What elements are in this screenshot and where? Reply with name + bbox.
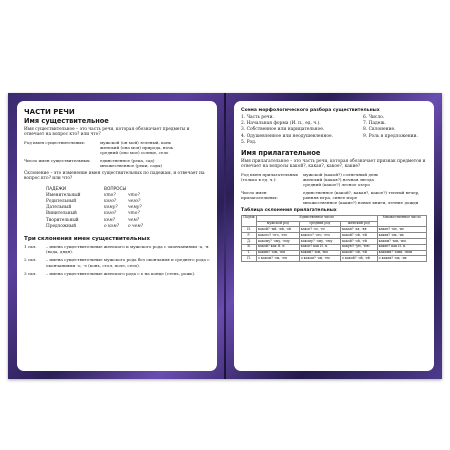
page-title: ЧАСТИ РЕЧИ: [24, 108, 75, 116]
noun-number-label: Число имен существительных:: [24, 157, 91, 163]
noun-definition: Имя существительное – это часть речи, которая обозначает предметы и отвечает на вопрос кто? или что?: [24, 127, 190, 138]
noun-heading: Имя существительное: [24, 117, 109, 125]
table-cell: В.: [242, 244, 257, 250]
cases-header-case: ПАДЕЖИ: [46, 186, 67, 192]
table-cell: какое? как И. п.: [299, 244, 340, 250]
declension-number: 2 скл.: [24, 257, 37, 263]
header-plural: Множественное число: [377, 215, 426, 227]
case-q2: чем?: [128, 217, 140, 223]
declension-number: 3 скл.: [24, 270, 37, 276]
case-q1: кто?: [104, 192, 116, 198]
table-cell: Т.: [242, 250, 257, 256]
adj-number-values: единственное (какой?, какая?, какое?) теплый вечер, ранняя игра, синее море множественное (какие?) новые книги, летние дожди: [303, 189, 420, 205]
cases-table: [46, 187, 210, 230]
case-name: Родительный: [46, 199, 77, 205]
table-cell: каким? -ым, -им: [377, 239, 426, 245]
morph-step: 2. Начальная форма (И. п., ед. ч.).: [241, 121, 321, 127]
morph-col-left: [241, 115, 363, 146]
table-cell: какое? -ое, -ее: [299, 227, 340, 233]
morph-heading: Схема морфологического разбора существительных: [241, 108, 380, 113]
header-neuter: средний род: [299, 221, 340, 227]
table-cell: о каком? -ом, -ем: [299, 256, 340, 262]
table-cell: И.: [242, 227, 257, 233]
case-q1: о ком?: [104, 223, 119, 229]
case-name: Предложный: [46, 223, 77, 229]
table-cell: о каких? -ых, -их: [377, 256, 426, 262]
table-cell: каких? -ых, -их: [377, 233, 426, 239]
header-masculine: мужской род: [257, 221, 300, 227]
table-caption: Таблица склонения прилагательных: [241, 207, 337, 213]
header-singular: Единственное число: [257, 215, 378, 221]
table-cell: Р.: [242, 233, 257, 239]
table-cell: какой? как И. п.: [257, 244, 300, 250]
table-cell: какого? -ого, -его: [257, 233, 300, 239]
right-page: [234, 101, 434, 371]
case-q1: кому?: [104, 205, 118, 211]
declension-text: – имена существительные женского и мужского рода с окончаниями -а, -я (вода, дядя).: [46, 244, 209, 255]
table-cell: Д.: [242, 239, 257, 245]
header-case: Падеж: [242, 215, 257, 227]
table-cell: какой? -ой, -ей: [340, 250, 377, 256]
morph-step: 7. Падеж.: [363, 121, 386, 127]
case-q1: кем?: [104, 217, 115, 223]
noun-gender-label: Род имен существительных:: [24, 139, 86, 145]
case-name: Дательный: [46, 205, 72, 211]
morph-col-right: [363, 115, 427, 146]
adjective-definition: Имя прилагательное – это часть речи, которая обозначает признак предметов и отвечает на вопросы какой?, какая?, какое?, какие?: [241, 159, 426, 170]
table-cell: какие? как И. п.: [377, 244, 426, 250]
table-cell: о какой? -ой, -ей: [340, 256, 377, 262]
noun-gender-values: мужской (он мой) зеленый, конь женский (она моя) природа, ночь средний (оно мое) солнце, село: [100, 139, 174, 155]
morph-step: 3. Собственное или нарицательное.: [241, 127, 325, 133]
table-cell: какие? -ые, -ие: [377, 227, 426, 233]
three-declensions-heading: Три склонения имен существительных: [24, 236, 150, 243]
case-q2: что?: [128, 192, 140, 198]
adjective-heading: Имя прилагательное: [241, 149, 321, 158]
morph-step: 9. Роль в предложении.: [363, 133, 418, 139]
adj-gender-row: [241, 172, 427, 187]
morph-step: 6. Число.: [363, 115, 385, 120]
table-cell: П.: [242, 256, 257, 262]
table-cell: каким? -ым, -им: [257, 250, 300, 256]
header-feminine: женский род: [340, 221, 377, 227]
table-cell: какому? -ому, -ему: [299, 239, 340, 245]
adj-number-row: [241, 190, 427, 205]
adj-gender-label: Род имен прилагательных (только в ед. ч.):: [241, 171, 298, 182]
table-cell: какого? -ого, -его: [299, 233, 340, 239]
declension-number: 1 скл.: [24, 244, 37, 250]
morph-scheme: [241, 115, 427, 146]
declension-text: – имена существительные женского рода с ь на конце (степь, рожь).: [46, 270, 196, 276]
declension-item: [24, 271, 210, 276]
case-name: Именительный: [46, 192, 81, 198]
case-q2: чего?: [128, 199, 141, 205]
cases-header-questions: ВОПРОСЫ: [104, 186, 127, 192]
case-q2: что?: [128, 211, 140, 217]
case-name: Винительный: [46, 211, 77, 217]
declension-definition: Склонение – это изменение имен существительных по падежам, и отвечает на вопрос кто? или что?: [24, 170, 205, 182]
table-cell: о каком? -ом, -ем: [257, 256, 300, 262]
morph-step: 8. Склонение.: [363, 127, 396, 133]
table-cell: какую? -ую, -юю: [340, 244, 377, 250]
table-cell: какая? -ая, -яя: [340, 227, 377, 233]
case-q2: чему?: [128, 205, 142, 211]
noun-gender-row: [24, 140, 210, 155]
morph-step: 1. Часть речи.: [241, 115, 274, 120]
notebook-cover: [8, 93, 442, 379]
table-cell: какой? -ой, -ей: [340, 239, 377, 245]
morph-step: 4. Одушевленное или неодушевленное.: [241, 133, 334, 139]
declension-item: [24, 257, 210, 267]
declension-text: – имена существительные мужского рода без окончания и среднего рода с окончаниями -о, -е (конь, стол, поле, село).: [46, 257, 210, 268]
case-row: [46, 224, 210, 230]
adj-number-label: Число имен прилагательных:: [241, 189, 278, 200]
case-q2: о чем?: [128, 223, 144, 229]
noun-number-row: [24, 158, 210, 168]
noun-number-values: единственное (река, сад) множественное (реки, сады): [100, 157, 163, 168]
table-cell: какими? -ыми, -ими: [377, 250, 426, 256]
table-cell: какой? -ый, -ий, -ой: [257, 227, 300, 233]
case-name: Творительный: [46, 217, 79, 223]
adj-gender-values: мужской (какой?) солнечный день женский (какая?) ночная звезда средний (какое?) лесное озеро: [303, 171, 379, 187]
left-page: [17, 101, 217, 371]
declension-item: [24, 244, 210, 254]
table-cell: какой? -ой, -ей: [340, 233, 377, 239]
morph-step: 5. Род.: [241, 139, 257, 145]
table-cell: какому? -ому, -ему: [257, 239, 300, 245]
case-q1: кого?: [104, 211, 117, 217]
case-q1: кого?: [104, 199, 117, 205]
adjective-declension-table: [241, 215, 427, 262]
table-row: [242, 256, 427, 262]
table-cell: каким? -ым, -им: [299, 250, 340, 256]
